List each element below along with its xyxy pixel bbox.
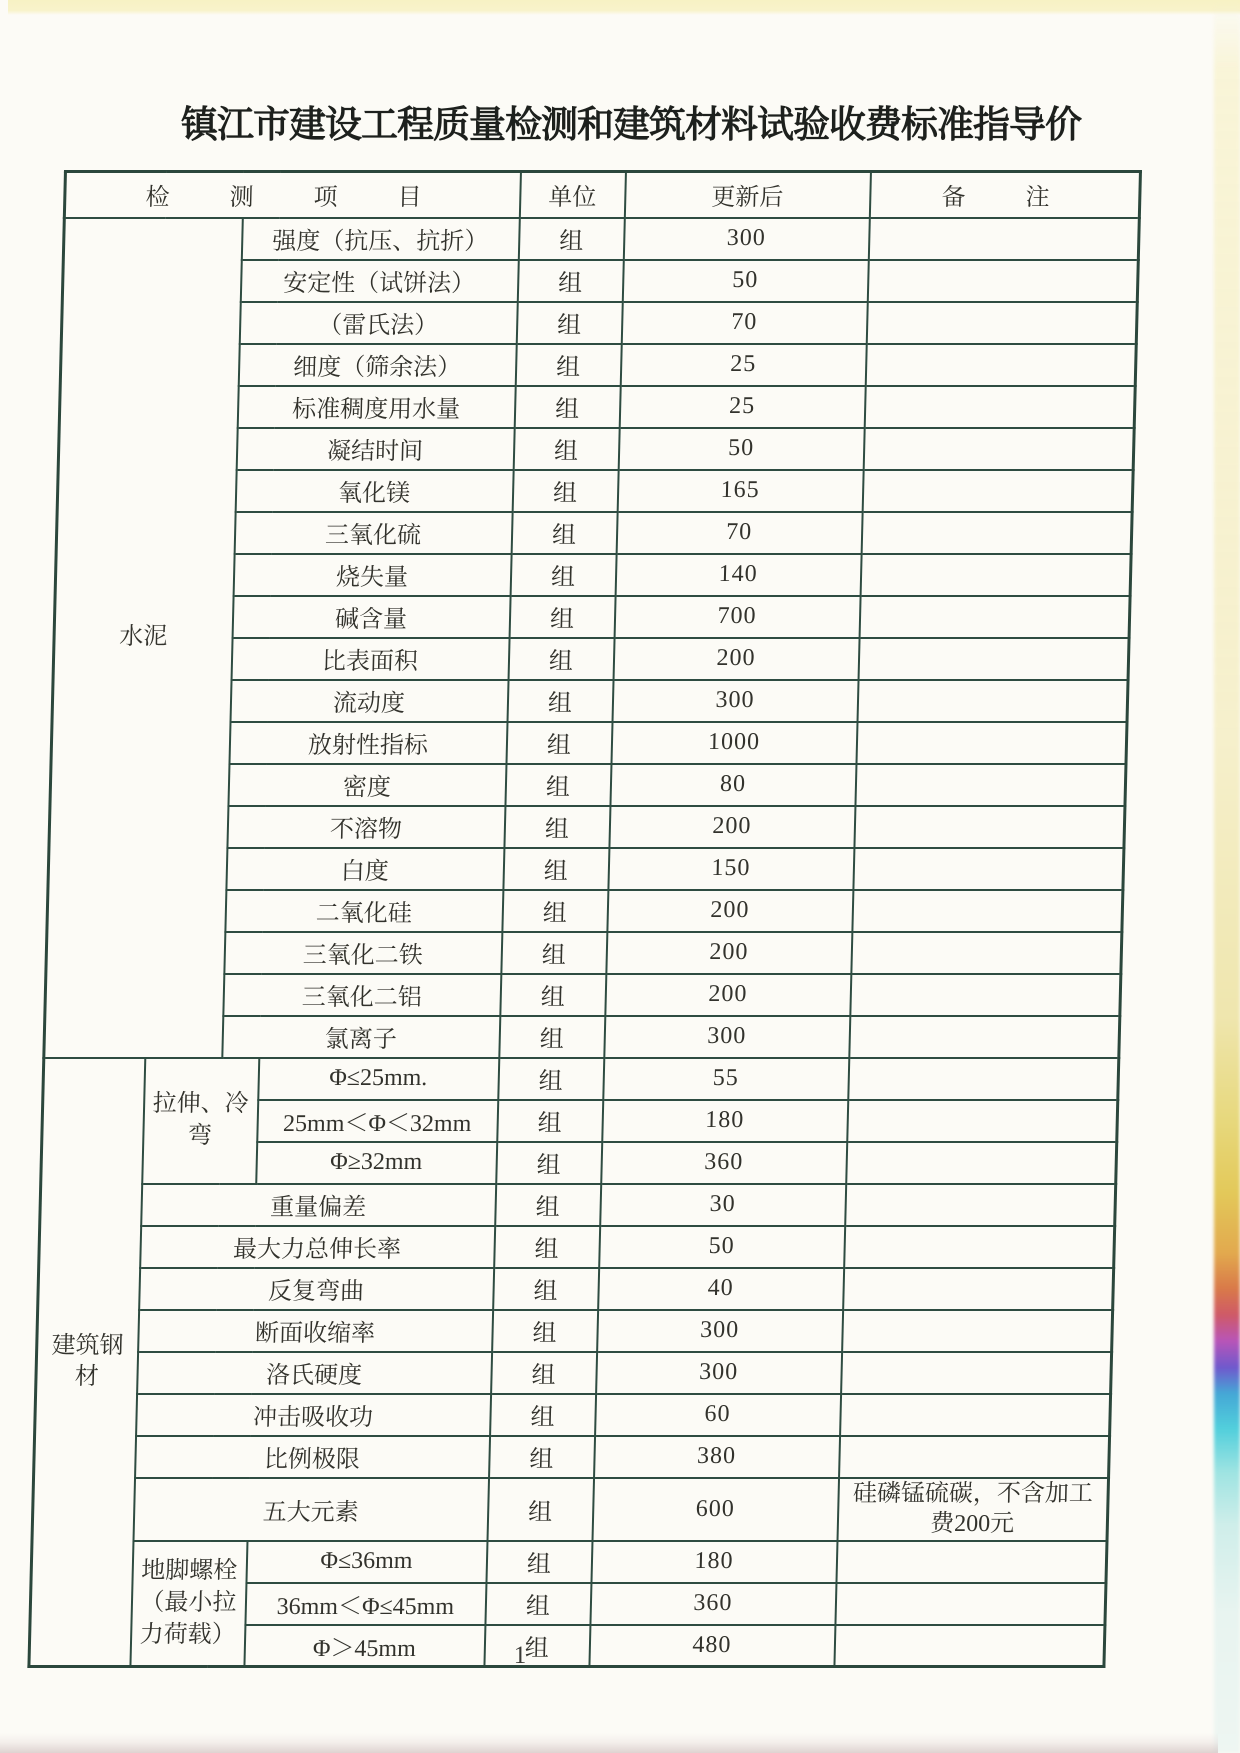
table-cell: 安定性（试饼法） xyxy=(240,260,518,302)
table-cell xyxy=(853,848,1124,890)
table-cell xyxy=(857,680,1128,722)
table-cell: 组 xyxy=(491,1352,597,1394)
table-cell xyxy=(835,1583,1106,1625)
table-row xyxy=(43,1058,1119,1100)
table-cell: 碱含量 xyxy=(232,596,510,638)
table-cell xyxy=(845,1184,1116,1226)
table-row xyxy=(38,1268,1114,1310)
table-cell: 380 xyxy=(594,1436,840,1478)
table-cell: 组 xyxy=(498,1058,604,1100)
table-cell: 组 xyxy=(514,386,620,428)
table-cell: 五大元素 xyxy=(133,1478,489,1541)
table-cell xyxy=(843,1268,1114,1310)
table-cell xyxy=(851,932,1122,974)
table-row xyxy=(63,218,1139,260)
table-cell: 组 xyxy=(485,1583,591,1625)
table-cell: 组 xyxy=(484,1625,590,1667)
table-cell: 300 xyxy=(623,218,869,260)
table-row xyxy=(37,1310,1113,1352)
table-row xyxy=(34,1436,1110,1478)
table-cell: 组 xyxy=(505,764,611,806)
page-number: 1 xyxy=(513,1642,527,1669)
table-cell: 36mm＜Φ≤45mm xyxy=(245,1583,486,1625)
table-cell xyxy=(847,1100,1118,1142)
table-cell xyxy=(850,974,1121,1016)
table-row xyxy=(40,1184,1116,1226)
table-cell: 比例极限 xyxy=(135,1436,490,1478)
table-cell xyxy=(839,1436,1110,1478)
table-cell: 600 xyxy=(592,1478,839,1541)
table-cell: 200 xyxy=(609,806,855,848)
table-cell: 25 xyxy=(620,344,866,386)
table-cell: 流动度 xyxy=(230,680,508,722)
table-cell: 70 xyxy=(621,302,867,344)
table-cell: 50 xyxy=(599,1226,845,1268)
table-cell: 三氧化二铝 xyxy=(223,974,501,1016)
table-cell: 300 xyxy=(604,1016,850,1058)
table-cell: 50 xyxy=(618,428,864,470)
table-cell: 180 xyxy=(591,1541,837,1583)
table-cell xyxy=(866,302,1137,344)
table-cell: 200 xyxy=(606,932,852,974)
table-cell: 不溶物 xyxy=(227,806,505,848)
table-row xyxy=(35,1394,1111,1436)
table-cell xyxy=(855,764,1126,806)
table-cell: 组 xyxy=(502,890,608,932)
table-cell: 组 xyxy=(500,974,606,1016)
table-cell: 组 xyxy=(489,1436,595,1478)
table-cell xyxy=(849,1016,1120,1058)
scan-rainbow-strip xyxy=(1214,0,1240,1753)
table-header-row xyxy=(64,172,1140,218)
table-cell: 140 xyxy=(615,554,861,596)
table-cell: 氧化镁 xyxy=(235,470,513,512)
page-title: 镇江市建设工程质量检测和建筑材料试验收费标准指导价 xyxy=(181,105,1081,146)
table-cell: 组 xyxy=(499,1016,605,1058)
table-cell xyxy=(863,428,1134,470)
fee-table-body xyxy=(29,218,1139,1667)
table-cell: 组 xyxy=(516,302,622,344)
table-cell: 70 xyxy=(616,512,862,554)
table-cell: 重量偏差 xyxy=(141,1184,496,1226)
category-cell-cement: 水泥 xyxy=(44,218,243,1058)
table-cell: 二氧化硅 xyxy=(225,890,503,932)
table-cell: 200 xyxy=(607,890,853,932)
table-cell: 55 xyxy=(603,1058,849,1100)
table-cell xyxy=(834,1625,1105,1667)
table-cell: 三氧化二铁 xyxy=(224,932,502,974)
table-cell xyxy=(841,1352,1112,1394)
table-cell xyxy=(842,1310,1113,1352)
table-cell: 烧失量 xyxy=(233,554,511,596)
header-unit: 单位 xyxy=(519,172,625,218)
table-cell xyxy=(844,1226,1115,1268)
table-cell: 360 xyxy=(590,1583,836,1625)
table-cell: 组 xyxy=(497,1100,603,1142)
table-cell xyxy=(865,344,1136,386)
header-updated-price: 更新后 xyxy=(624,172,870,218)
fee-table xyxy=(27,170,1142,1668)
table-cell: 组 xyxy=(507,680,613,722)
table-cell: 组 xyxy=(512,470,618,512)
table-cell: Φ≥32mm xyxy=(256,1142,497,1184)
table-row xyxy=(39,1226,1115,1268)
table-cell: 30 xyxy=(600,1184,846,1226)
table-cell: 165 xyxy=(617,470,863,512)
table-cell: 组 xyxy=(503,848,609,890)
table-cell: 白度 xyxy=(226,848,504,890)
table-cell: 组 xyxy=(517,260,623,302)
table-cell: 洛氏硬度 xyxy=(137,1352,492,1394)
table-cell: 60 xyxy=(595,1394,841,1436)
table-cell xyxy=(836,1541,1107,1583)
table-cell xyxy=(848,1058,1119,1100)
group-cell-tension-cold-bend: 拉伸、冷弯 xyxy=(142,1058,259,1184)
table-cell: 比表面积 xyxy=(231,638,509,680)
table-cell: 组 xyxy=(496,1142,602,1184)
table-cell xyxy=(868,218,1139,260)
table-cell: 25 xyxy=(619,386,865,428)
table-cell: 密度 xyxy=(228,764,506,806)
table-cell: Φ≤25mm. xyxy=(258,1058,499,1100)
table-cell: 组 xyxy=(508,638,614,680)
header-remark: 备 注 xyxy=(869,172,1140,218)
table-cell: 80 xyxy=(610,764,856,806)
table-cell: 组 xyxy=(504,806,610,848)
table-cell xyxy=(856,722,1127,764)
table-cell: 组 xyxy=(493,1268,599,1310)
table-cell: 50 xyxy=(622,260,868,302)
table-cell: 300 xyxy=(612,680,858,722)
table-cell: 1000 xyxy=(611,722,857,764)
table-cell: 组 xyxy=(494,1226,600,1268)
table-row xyxy=(32,1478,1109,1541)
table-cell: 200 xyxy=(605,974,851,1016)
table-cell: 反复弯曲 xyxy=(139,1268,494,1310)
table-cell xyxy=(858,638,1129,680)
table-cell: 300 xyxy=(596,1352,842,1394)
table-cell xyxy=(861,512,1132,554)
table-cell: 组 xyxy=(495,1184,601,1226)
category-cell-steel: 建筑钢材 xyxy=(29,1058,145,1667)
remark-cell-five-elements: 硅磷锰硫碳，不含加工费200元 xyxy=(837,1478,1109,1541)
table-row xyxy=(36,1352,1112,1394)
table-cell: 标准稠度用水量 xyxy=(237,386,515,428)
table-cell xyxy=(864,386,1135,428)
table-cell xyxy=(840,1394,1111,1436)
table-cell: 组 xyxy=(487,1478,594,1541)
table-cell xyxy=(862,470,1133,512)
group-cell-anchor-bolt: 地脚螺栓（最小拉力荷载） xyxy=(130,1541,247,1667)
table-cell: 组 xyxy=(486,1541,592,1583)
table-cell: 200 xyxy=(613,638,859,680)
table-cell: 组 xyxy=(513,428,619,470)
table-cell: 凝结时间 xyxy=(236,428,514,470)
table-cell: 细度（筛余法） xyxy=(238,344,516,386)
table-cell: 组 xyxy=(518,218,624,260)
table-cell xyxy=(852,890,1123,932)
table-cell xyxy=(867,260,1138,302)
fee-table-wrap xyxy=(27,170,1142,1668)
table-cell: 最大力总伸长率 xyxy=(140,1226,495,1268)
table-cell: 三氧化硫 xyxy=(234,512,512,554)
table-cell: 25mm＜Φ＜32mm xyxy=(257,1100,498,1142)
table-cell: 150 xyxy=(608,848,854,890)
table-cell xyxy=(860,554,1131,596)
table-cell: 组 xyxy=(501,932,607,974)
table-cell: 强度（抗压、抗折） xyxy=(241,218,519,260)
table-cell: 氯离子 xyxy=(222,1016,500,1058)
table-cell: 组 xyxy=(509,596,615,638)
scan-bottom-edge xyxy=(0,1733,1218,1753)
table-cell: Φ≤36mm xyxy=(246,1541,487,1583)
table-cell: 700 xyxy=(614,596,860,638)
table-cell: 放射性指标 xyxy=(229,722,507,764)
table-cell: 组 xyxy=(515,344,621,386)
table-cell: 480 xyxy=(589,1625,835,1667)
table-cell: 组 xyxy=(506,722,612,764)
table-cell xyxy=(846,1142,1117,1184)
table-cell: 组 xyxy=(492,1310,598,1352)
table-cell: 冲击吸收功 xyxy=(136,1394,491,1436)
table-cell: 300 xyxy=(597,1310,843,1352)
table-cell xyxy=(859,596,1130,638)
table-cell: 组 xyxy=(490,1394,596,1436)
table-cell: 断面收缩率 xyxy=(138,1310,493,1352)
table-cell: Φ＞45mm xyxy=(244,1625,485,1667)
table-cell: 40 xyxy=(598,1268,844,1310)
scan-top-edge xyxy=(8,0,1240,15)
table-cell: 组 xyxy=(511,512,617,554)
table-cell: 组 xyxy=(510,554,616,596)
table-cell: （雷氏法） xyxy=(239,302,517,344)
header-item: 检 测 项 目 xyxy=(64,172,520,218)
table-row xyxy=(31,1541,1107,1583)
table-cell xyxy=(854,806,1125,848)
table-cell: 180 xyxy=(602,1100,848,1142)
table-cell: 360 xyxy=(601,1142,847,1184)
